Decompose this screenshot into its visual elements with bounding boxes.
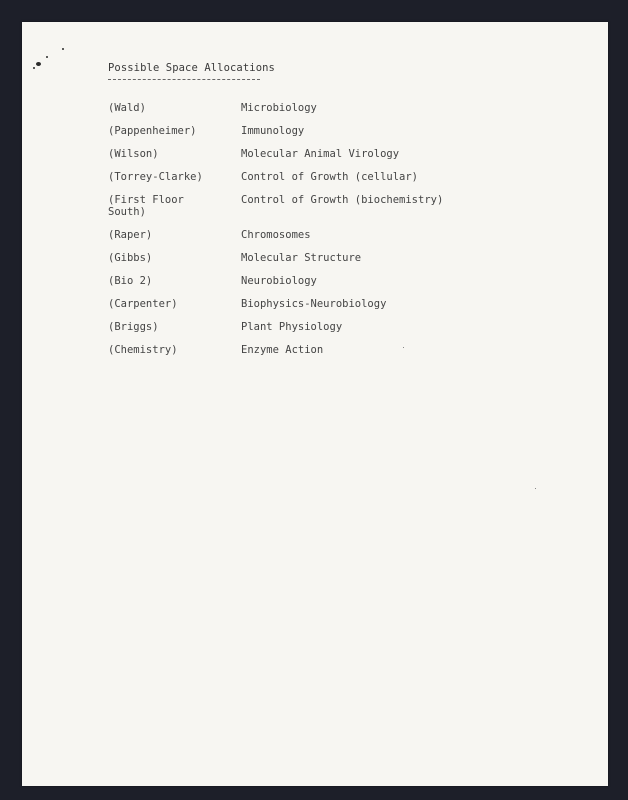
paper-sheet bbox=[22, 22, 608, 786]
allocation-row bbox=[108, 102, 528, 114]
allocation-row bbox=[108, 194, 528, 218]
research-area: Biophysics-Neurobiology bbox=[241, 298, 387, 310]
research-area: Control of Growth (cellular) bbox=[241, 171, 419, 183]
group-name: (First Floor South) bbox=[108, 194, 184, 218]
research-area: Control of Growth (biochemistry) bbox=[241, 194, 444, 206]
ink-speck bbox=[46, 56, 48, 58]
group-name: (Raper) bbox=[108, 229, 153, 241]
allocation-row bbox=[108, 252, 528, 264]
group-name: (Torrey-Clarke) bbox=[108, 171, 203, 183]
document-title: Possible Space Allocations bbox=[108, 62, 275, 74]
ink-speck bbox=[33, 67, 35, 69]
research-area: Molecular Animal Virology bbox=[241, 148, 400, 160]
research-area: Enzyme Action bbox=[241, 344, 324, 356]
allocation-row bbox=[108, 298, 528, 310]
group-name: (Bio 2) bbox=[108, 275, 153, 287]
research-area: Plant Physiology bbox=[241, 321, 343, 333]
group-name: (Wald) bbox=[108, 102, 146, 114]
ink-speck bbox=[62, 48, 64, 50]
group-name: (Briggs) bbox=[108, 321, 159, 333]
allocation-row bbox=[108, 344, 528, 356]
research-area: Chromosomes bbox=[241, 229, 311, 241]
allocation-row bbox=[108, 275, 528, 287]
group-name: (Wilson) bbox=[108, 148, 159, 160]
group-name: (Carpenter) bbox=[108, 298, 178, 310]
research-area: Microbiology bbox=[241, 102, 317, 114]
allocation-list bbox=[108, 102, 528, 367]
allocation-row bbox=[108, 321, 528, 333]
group-name: (Pappenheimer) bbox=[108, 125, 197, 137]
paper-mark bbox=[535, 488, 536, 489]
research-area: Neurobiology bbox=[241, 275, 317, 287]
research-area: Molecular Structure bbox=[241, 252, 362, 264]
allocation-row bbox=[108, 229, 528, 241]
allocation-row bbox=[108, 148, 528, 160]
group-name: (Chemistry) bbox=[108, 344, 178, 356]
allocation-row bbox=[108, 171, 528, 183]
allocation-row bbox=[108, 125, 528, 137]
paper-mark bbox=[403, 347, 404, 348]
title-underline bbox=[108, 79, 260, 80]
group-name: (Gibbs) bbox=[108, 252, 153, 264]
ink-speck bbox=[36, 62, 41, 66]
research-area: Immunology bbox=[241, 125, 305, 137]
